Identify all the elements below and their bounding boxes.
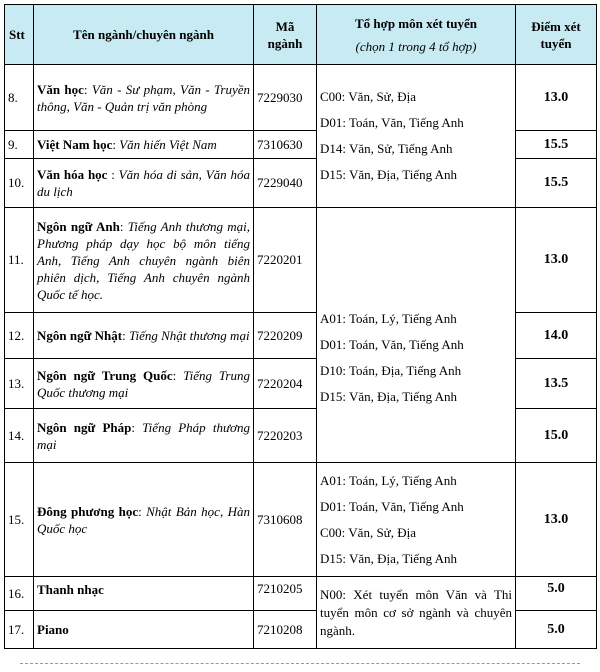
row-major <box>34 409 254 463</box>
combo-group-1 <box>317 65 516 208</box>
major-name: Văn học <box>37 81 84 97</box>
row-major <box>34 131 254 159</box>
major-name: Piano <box>37 622 69 637</box>
row-stt: 13. <box>5 359 34 409</box>
row-code: 7220203 <box>254 409 317 463</box>
combo-group-2 <box>317 208 516 463</box>
major-name: Ngôn ngữ Nhật <box>37 328 123 343</box>
combo-item: A01: Toán, Lý, Tiếng Anh <box>320 472 457 488</box>
major-specializations: Văn hóa di sản, Văn hóa du lịch <box>37 167 250 199</box>
major-sep: : <box>83 81 92 97</box>
major-name: Đông phương học <box>37 503 139 519</box>
combo-group-4: N00: Xét tuyển môn Văn và Thi tuyển môn cơ sở ngành và chuyên ngành. <box>317 577 516 649</box>
major-specializations: Tiếng Trung Quốc thương mại <box>37 367 250 400</box>
row-score: 13.0 <box>516 463 597 577</box>
admission-table <box>4 4 597 649</box>
row-code: 7210205 <box>254 577 317 611</box>
table-row <box>5 208 597 313</box>
header-row <box>5 5 597 65</box>
row-score: 5.0 <box>516 611 597 649</box>
header-code: Mã ngành <box>254 5 317 65</box>
major-sep: : <box>131 419 143 435</box>
combo-item: D01: Toán, Văn, Tiếng Anh <box>320 337 464 352</box>
row-code: 7310608 <box>254 463 317 577</box>
combo-item: D15: Văn, Địa, Tiếng Anh <box>320 389 457 404</box>
row-stt: 10. <box>5 159 34 208</box>
major-specializations: Tiếng Anh thương mại, Phương pháp dạy học bộ môn tiếng Anh, Tiếng Anh chuyên ngành biên phiên dịch, Tiếng Anh chuyên ngành Quốc tế học. <box>37 218 250 302</box>
major-sep: : <box>107 167 119 182</box>
row-stt: 9. <box>5 131 34 159</box>
row-stt: 15. <box>5 463 34 577</box>
major-name: Ngôn ngữ Trung Quốc <box>37 367 173 383</box>
header-combo <box>317 5 516 65</box>
combo-item: C00: Văn, Sử, Địa <box>320 524 417 540</box>
row-major <box>34 611 254 649</box>
row-stt: 16. <box>5 577 34 611</box>
row-major <box>34 577 254 611</box>
row-stt: 14. <box>5 409 34 463</box>
page-divider <box>20 663 580 664</box>
row-major <box>34 463 254 577</box>
table-row <box>5 65 597 131</box>
combo-item: D15: Văn, Địa, Tiếng Anh <box>320 550 457 566</box>
combo-group-3 <box>317 463 516 577</box>
major-name: Ngôn ngữ Pháp <box>37 419 132 435</box>
row-code: 7310630 <box>254 131 317 159</box>
combo-item: D01: Toán, Văn, Tiếng Anh <box>320 498 464 514</box>
major-specializations: Văn - Sư phạm, Văn - Truyền thông, Văn - Quản trị văn phòng <box>37 81 250 114</box>
row-major <box>34 208 254 313</box>
row-score: 13.5 <box>516 359 597 409</box>
combo-item: D14: Văn, Sử, Tiếng Anh <box>320 141 453 156</box>
major-name: Ngôn ngữ Anh <box>37 218 120 234</box>
row-stt: 11. <box>5 208 34 313</box>
major-sep: : <box>119 218 128 234</box>
row-code: 7210208 <box>254 611 317 649</box>
header-combo-title: Tổ hợp môn xét tuyển <box>354 15 478 31</box>
header-score: Điểm xét tuyển <box>516 5 597 65</box>
major-sep: : <box>138 503 147 519</box>
combo-item: D01: Toán, Văn, Tiếng Anh <box>320 115 464 130</box>
major-name: Thanh nhạc <box>37 582 104 597</box>
row-major <box>34 313 254 359</box>
header-stt: Stt <box>5 5 34 65</box>
row-major <box>34 65 254 131</box>
row-major <box>34 159 254 208</box>
row-code: 7220209 <box>254 313 317 359</box>
major-specializations: Tiếng Pháp thương mại <box>37 419 250 452</box>
row-score: 15.0 <box>516 409 597 463</box>
header-combo-subtitle: (chọn 1 trong 4 tổ hợp) <box>355 38 477 54</box>
row-code: 7220201 <box>254 208 317 313</box>
header-major: Tên ngành/chuyên ngành <box>34 5 254 65</box>
row-score: 15.5 <box>516 159 597 208</box>
row-score: 14.0 <box>516 313 597 359</box>
combo-item: D15: Văn, Địa, Tiếng Anh <box>320 167 457 182</box>
row-stt: 17. <box>5 611 34 649</box>
row-stt: 8. <box>5 65 34 131</box>
major-specializations: Văn hiến Việt Nam <box>119 137 217 152</box>
row-code: 7229040 <box>254 159 317 208</box>
row-code: 7229030 <box>254 65 317 131</box>
major-sep: : <box>172 367 184 383</box>
row-code: 7220204 <box>254 359 317 409</box>
major-specializations: Nhật Bản học, Hàn Quốc học <box>37 503 250 536</box>
row-score: 13.0 <box>516 65 597 131</box>
major-sep: : <box>122 328 129 343</box>
combo-item: D10: Toán, Địa, Tiếng Anh <box>320 363 462 378</box>
row-score: 13.0 <box>516 208 597 313</box>
row-major <box>34 359 254 409</box>
row-stt: 12. <box>5 313 34 359</box>
combo-item: A01: Toán, Lý, Tiếng Anh <box>320 311 457 326</box>
table-row <box>5 463 597 577</box>
major-name: Việt Nam học <box>37 137 113 152</box>
major-sep: : <box>112 137 120 152</box>
combo-item: C00: Văn, Sử, Địa <box>320 89 417 104</box>
major-name: Văn hóa học <box>37 167 108 182</box>
major-specializations: Tiếng Nhật thương mại <box>128 328 250 343</box>
row-score: 15.5 <box>516 131 597 159</box>
row-score: 5.0 <box>516 577 597 611</box>
table-row <box>5 577 597 611</box>
